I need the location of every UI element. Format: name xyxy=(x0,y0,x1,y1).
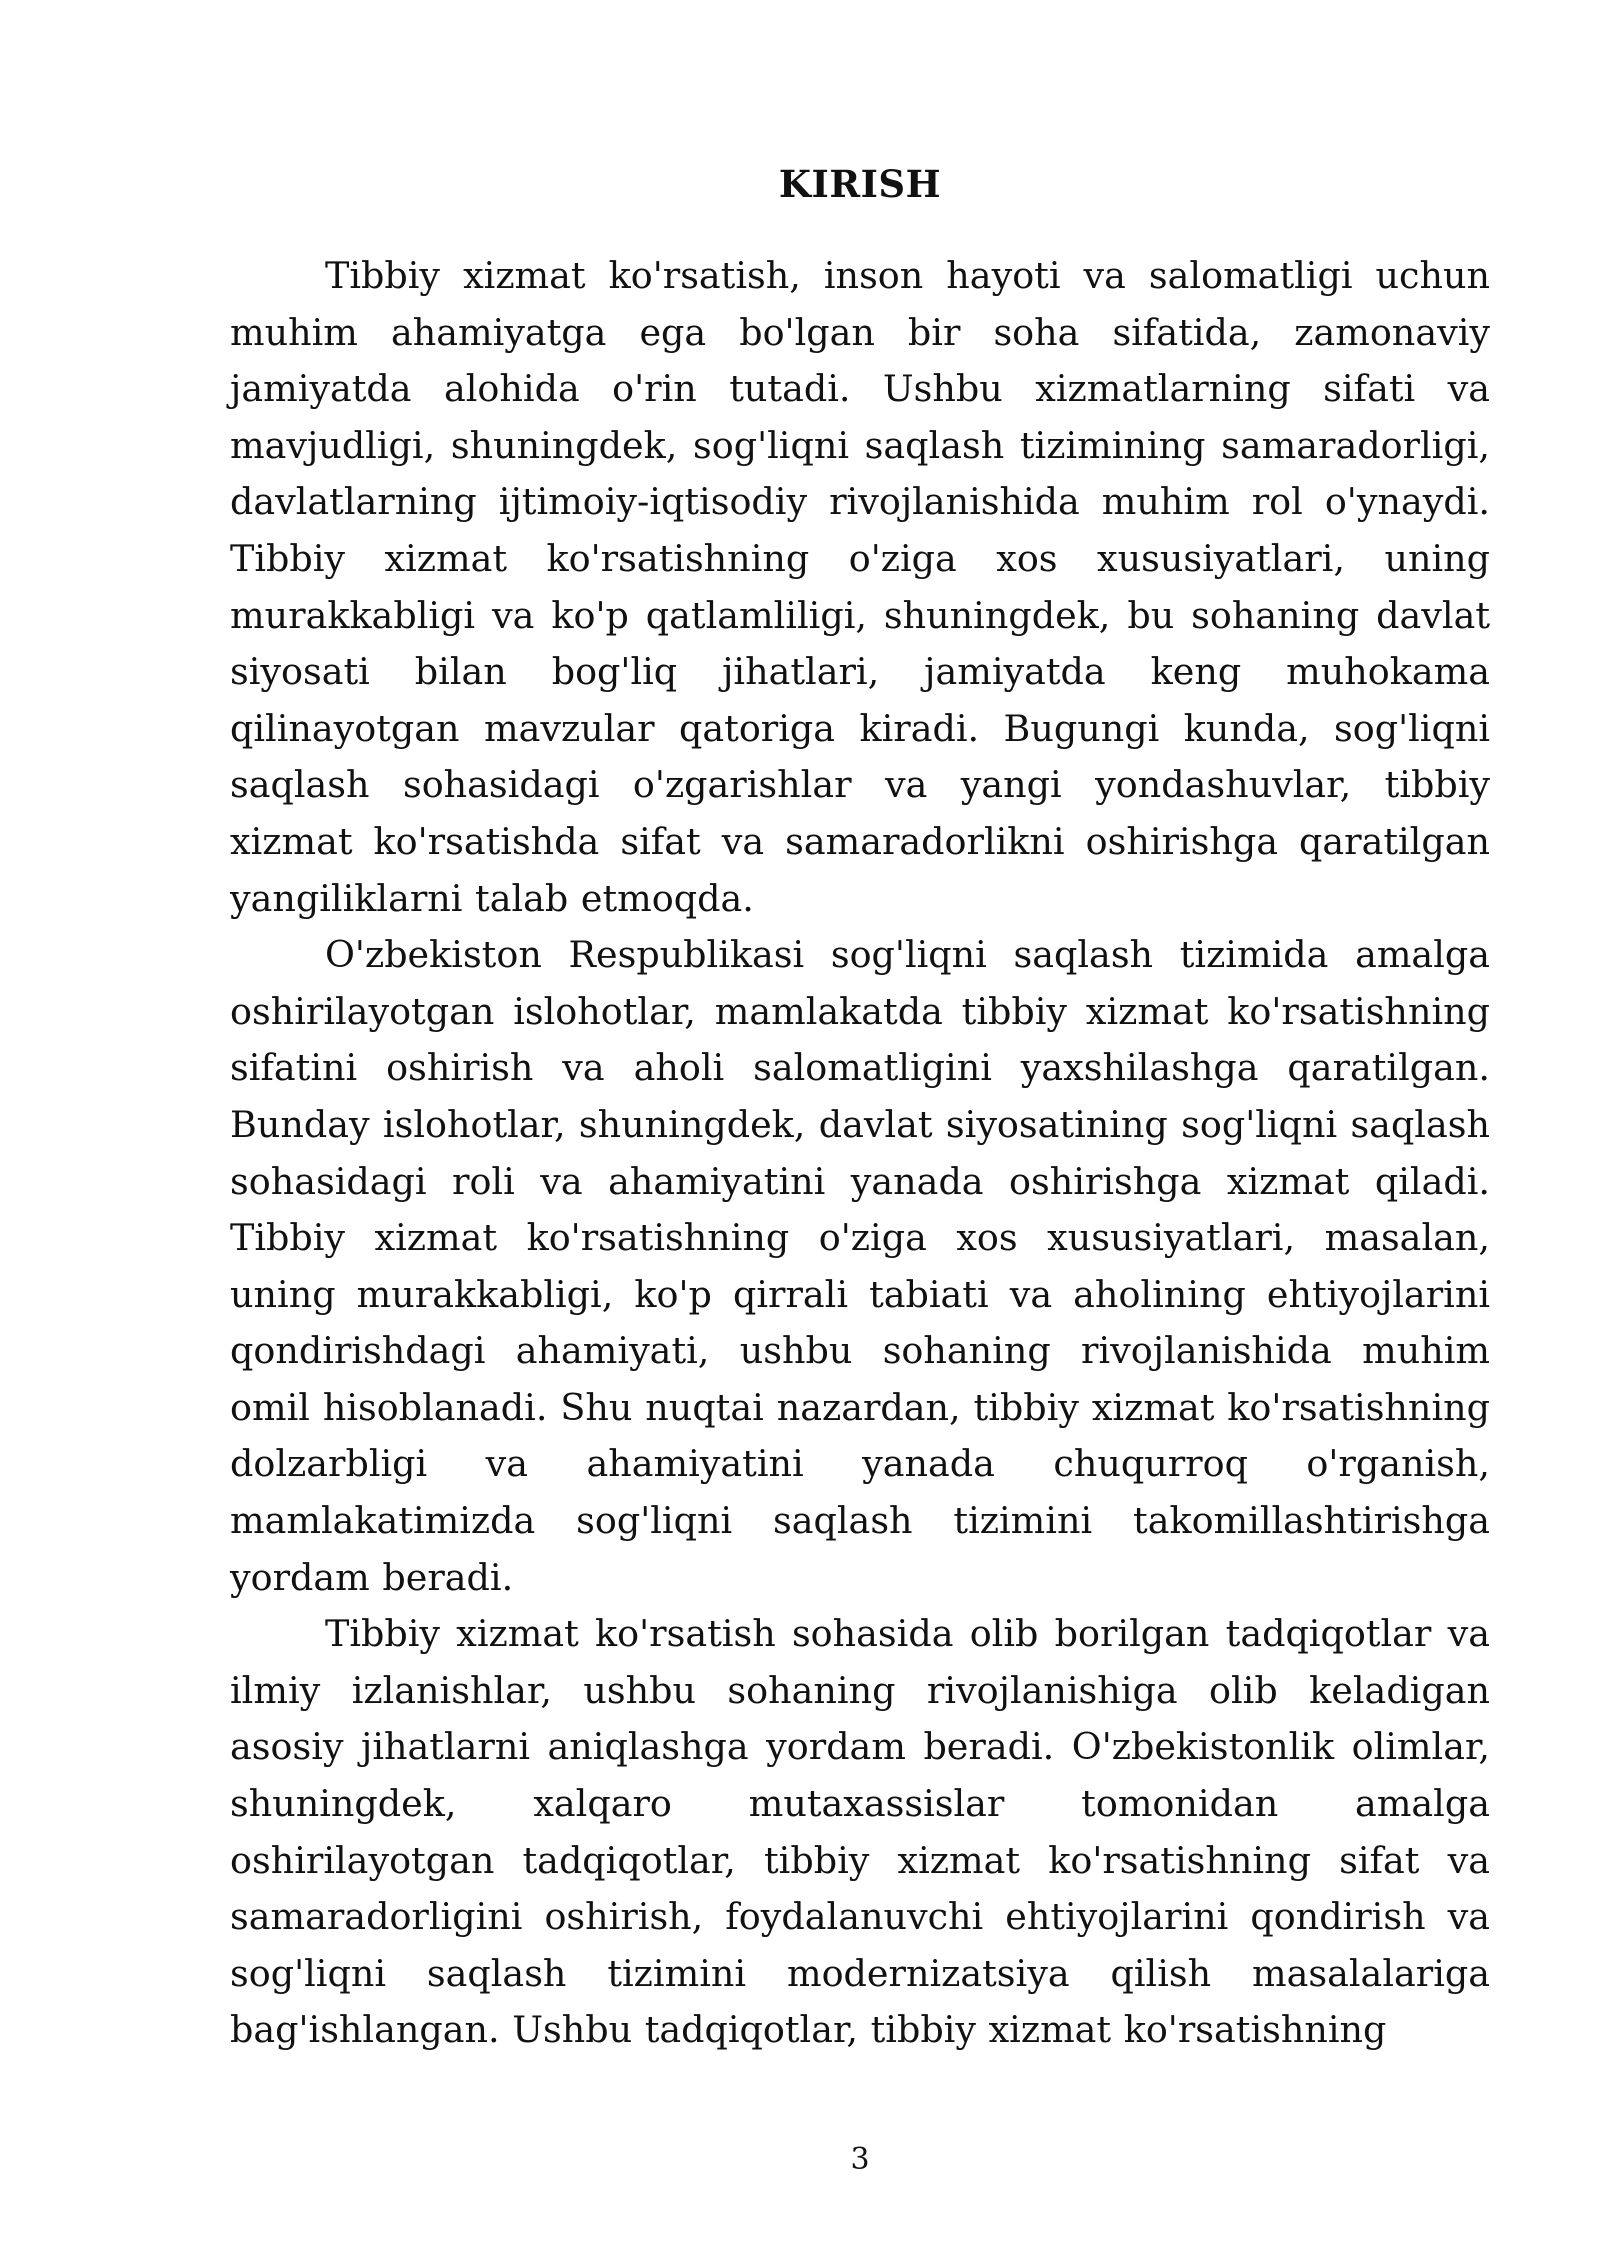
paragraph-2: O'zbekiston Respublikasi sog'liqni saqlash tizimida amalga oshirilayotgan islohotlar, mamlakatda tibbiy xizmat ko'rsatishning sifatini oshirish va aholi salomatligini yaxshilashga qaratilgan. Bunday islohotlar, shuningdek, davlat siyosatining sog'liqni saqlash sohasidagi roli va ahamiyatini yanada oshirishga xizmat qiladi. Tibbiy xizmat ko'rsatishning o'ziga xos xususiyatlari, masalan, uning murakkabligi, ko'p qirrali tabiati va aholining ehtiyojlarini qondirishdagi ahamiyati, ushbu sohaning rivojlanishida muhim omil hisoblanadi. Shu nuqtai nazardan, tibbiy xizmat ko'rsatishning dolzarbligi va ahamiyatini yanada chuqurroq o'rganish, mamlakatimizda sog'liqni saqlash tizimini takomillashtirishga yordam beradi. xyxy=(230,933,1490,1599)
page-number: 3 xyxy=(850,2142,870,2177)
body-text xyxy=(230,248,1490,2059)
section-title: KIRISH xyxy=(778,162,942,206)
paragraph-1: Tibbiy xizmat ko'rsatish, inson hayoti va salomatligi uchun muhim ahamiyatga ega bo'lgan bir soha sifatida, zamonaviy jamiyatda alohida o'rin tutadi. Ushbu xizmatlarning sifati va mavjudligi, shuningdek, sog'liqni saqlash tizimining samaradorligi, davlatlarning ijtimoiy-iqtisodiy rivojlanishida muhim rol o'ynaydi. Tibbiy xizmat ko'rsatishning o'ziga xos xususiyatlari, uning murakkabligi va ko'p qatlamliligi, shuningdek, bu sohaning davlat siyosati bilan bog'liq jihatlari, jamiyatda keng muhokama qilinayotgan mavzular qatoriga kiradi. Bugungi kunda, sog'liqni saqlash sohasidagi o'zgarishlar va yangi yondashuvlar, tibbiy xizmat ko'rsatishda sifat va samaradorlikni oshirishga qaratilgan yangiliklarni talab etmoqda. xyxy=(230,254,1490,920)
paragraph-3: Tibbiy xizmat ko'rsatish sohasida olib borilgan tadqiqotlar va ilmiy izlanishlar, ushbu sohaning rivojlanishiga olib keladigan asosiy jihatlarni aniqlashga yordam beradi. O'zbekistonlik olimlar, shuningdek, xalqaro mutaxassislar tomonidan amalga oshirilayotgan tadqiqotlar, tibbiy xizmat ko'rsatishning sifat va samaradorligini oshirish, foydalanuvchi ehtiyojlarini qondirish va sog'liqni saqlash tizimini modernizatsiya qilish masalalariga bag'ishlangan. Ushbu tadqiqotlar, tibbiy xizmat ko'rsatishning xyxy=(230,1612,1490,2052)
